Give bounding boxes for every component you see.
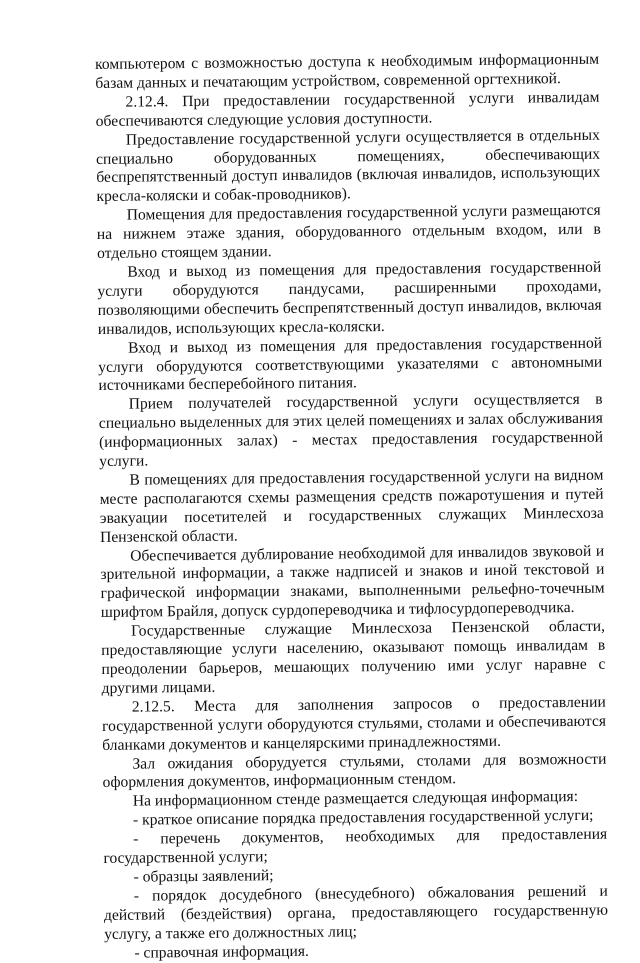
paragraph-2-12-4: 2.12.4. При предоставлении государственной услуги инвалидам обеспечиваются следующие условия доступности.	[95, 88, 600, 130]
list-item: - перечень документов, необходимых для предоставления государственной услуги;	[103, 825, 608, 868]
list-item: - краткое описание порядка предоставления государственной услуги;	[132, 807, 594, 829]
document-page	[95, 51, 608, 963]
paragraph-assistance: Государственные служащие Минлесхоза Пензенской области, предоставляющие услуги населению, оказывают помощь инвалидам в преодолении барьеров, мешающих получению ими услуг наравне с другими лицами.	[101, 617, 606, 697]
list-item: - порядок досудебного (внесудебного) обжалования решений и действий (бездействия) органа, предоставляющего государственную услугу, а также его должностных лиц;	[103, 882, 609, 943]
paragraph-continuation: компьютером с возможностью доступа к необходимым информационным базам данных и печатающим устройством, современной оргтехникой.	[95, 50, 600, 92]
paragraph-signs: Вход и выход из помещения для предоставления государственной услуги оборудуются соответствующими указателями с автономными источниками бесперебойного питания.	[98, 334, 603, 395]
paragraph-info-stand: На информационном стенде размещается следующая информация:	[132, 788, 579, 810]
paragraph-ground-floor: Помещения для предоставления государственной услуги размещаются на нижнем этаже здания, оборудованного отдельным входом, или в отдельно стоящем здании.	[96, 201, 601, 263]
paragraph-reception: Прием получателей государственной услуги осуществляется в специально выделенных для этих целей помещениях и залах обслуживания (информационных залах) - местах предоставления государственной услуги.	[98, 391, 604, 471]
paragraph-2-12-5: 2.12.5. Места для заполнения запросов о предоставлении государственной услуги оборудуются стульями, столами и обеспечиваются бланками документов и канцелярскими принадлежностями.	[101, 693, 607, 754]
paragraph-braille: Обеспечивается дублирование необходимой для инвалидов звуковой и зрительной информации, а также надписей и знаков и иной текстовой и графической информации знаками, выполненными рельефно-точечным шрифтом Брайля, допуск сурдопереводчика и тифлосурдопереводчика.	[100, 542, 605, 622]
paragraph-separate-premises: Предоставление государственной услуги осуществляется в отдельных специально оборудованных помещениях, обеспечивающих беспрепятственный доступ инвалидов (включая инвалидов, использующих кресла-коляски и собак-проводников).	[95, 126, 601, 206]
paragraph-ramps: Вход и выход из помещения для предоставления государственной услуги оборудуются пандусами, расширенными проходами, позволяющими обеспечить беспрепятственный доступ инвалидов, включая инвалидов, использующих кресла-коляски.	[97, 258, 602, 338]
paragraph-waiting-room: Зал ожидания оборудуется стульями, столами для возможности оформления документов, информационным стендом.	[102, 750, 607, 792]
list-item: - образцы заявлений;	[133, 867, 274, 886]
paragraph-evacuation: В помещениях для предоставления государственной услуги на видном месте располагаются схемы размещения средств пожаротушения и путей эвакуации посетителей и государственных служащих Минлесхоза Пензенской области.	[99, 466, 604, 546]
list-item: - справочная информация.	[134, 942, 309, 962]
